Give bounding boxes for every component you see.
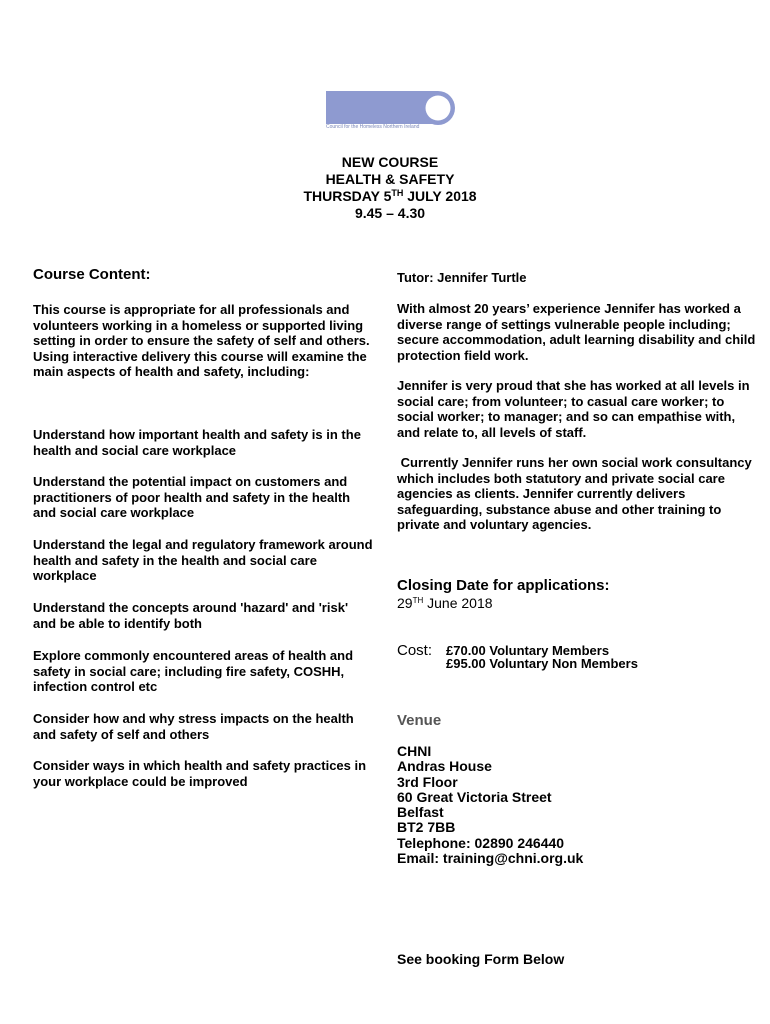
course-item: Consider ways in which health and safety practices in your workplace could be improved (33, 758, 367, 789)
cost-label: Cost: (397, 642, 433, 659)
venue-email: Email: training@chni.org.uk (397, 850, 584, 867)
venue-line: BT2 7BB (397, 819, 456, 836)
venue-line: 60 Great Victoria Street (397, 788, 552, 805)
course-item: Understand how important health and safety is in the health and social care workplace (33, 427, 361, 458)
closing-date-title: Closing Date for applications: (397, 577, 610, 594)
course-item: Understand the concepts around 'hazard' and 'risk' and be able to identify both (33, 600, 349, 631)
tutor-bio: Jennifer is very proud that she has worked at all levels in social care; from volunteer; to casual care worker; to social worker; to manager; and so can empathise with, and relate to, all levels of staff. (397, 378, 750, 440)
course-intro: This course is appropriate for all professionals and volunteers working in a homeless or supported living setting in order to ensure the safety of self and others. Using interactive delivery this course will examine the main aspects of health and safety, including: (33, 302, 370, 380)
course-item: Understand the potential impact on customers and practitioners of poor health and safety in the health and social care workplace (33, 474, 351, 521)
course-content-title: Course Content: (33, 266, 151, 283)
heading-new-course: NEW COURSE (341, 154, 439, 170)
heading-time: 9.45 – 4.30 (354, 205, 426, 221)
cost-voluntary-members: £70.00 Voluntary Members (446, 643, 610, 658)
closing-date: 29TH June 2018 (397, 595, 493, 611)
heading-date: THURSDAY 5TH JULY 2018 (303, 188, 477, 204)
logo-caption: Council for the Homeless Northern Ireland (326, 124, 420, 130)
tutor-title: Tutor: Jennifer Turtle (397, 270, 527, 285)
booking-note: See booking Form Below (397, 951, 565, 967)
tutor-bio: With almost 20 years’ experience Jennifer has worked a diverse range of settings vulnerable people including; secure accommodation, adult learning disability and child protection field work. (397, 301, 756, 363)
venue-line: Andras House (397, 758, 492, 775)
venue-line: 3rd Floor (397, 773, 458, 790)
course-item: Explore commonly encountered areas of health and safety in social care; including fire safety, COSHH, infection control etc (33, 648, 354, 695)
venue-line: Belfast (397, 804, 444, 821)
course-item: Understand the legal and regulatory framework around health and safety in the health and social care workplace (33, 537, 373, 584)
course-item: Consider how and why stress impacts on the health and safety of self and others (33, 711, 354, 742)
heading-course-name: HEALTH & SAFETY (325, 171, 455, 187)
cost-values (446, 644, 638, 670)
venue-telephone: Telephone: 02890 246440 (397, 834, 565, 851)
venue-title: Venue (397, 712, 442, 729)
venue-address (397, 744, 583, 866)
tutor-bio: Currently Jennifer runs her own social work consultancy which includes both statutory and private social care agencies as clients. Jennifer currently delivers safeguarding, substance abuse and other training to private and voluntary agencies. (397, 455, 756, 533)
venue-line: CHNI (397, 743, 432, 759)
cost-non-members: £95.00 Voluntary Non Members (446, 656, 638, 671)
